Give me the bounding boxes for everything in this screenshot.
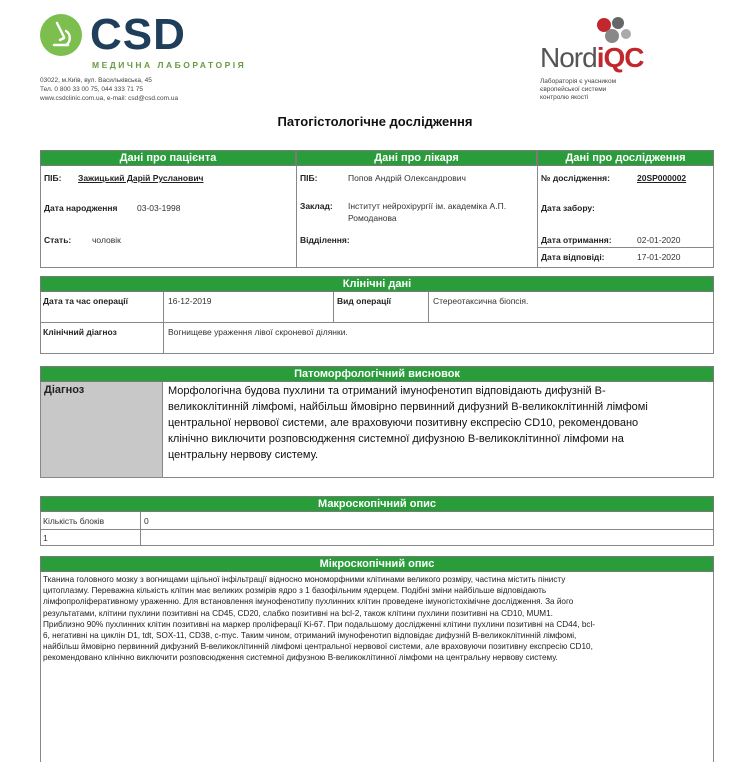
- received-date-label: Дата отримання:: [541, 235, 612, 245]
- divider: [537, 247, 714, 248]
- response-date: 17-01-2020: [637, 252, 681, 262]
- divider: [162, 382, 163, 478]
- divider: [163, 292, 164, 354]
- web-line: www.csdclinic.com.ua, e-mail: csd@csd.com.ua: [40, 95, 179, 102]
- diagnosis-label-cell: [41, 382, 162, 477]
- doctor-name: Попов Андрій Олександрович: [348, 173, 466, 183]
- lab-subtitle: МЕДИЧНА ЛАБОРАТОРІЯ: [92, 60, 247, 70]
- clinical-diagnosis: Вогнищеве ураження лівої скроневої ділянки.: [168, 327, 348, 337]
- divider: [40, 529, 714, 530]
- sex-label: Стать:: [44, 235, 72, 245]
- divider: [40, 322, 714, 323]
- clinical-header: Клінічні дані: [40, 276, 714, 292]
- divider: [333, 292, 334, 322]
- conclusion-header: Патоморфологічний висновок: [40, 366, 714, 382]
- op-type-label: Вид операції: [337, 296, 392, 306]
- patient-header: Дані про пацієнта: [40, 150, 296, 166]
- diagnosis-label: Діагноз: [44, 384, 85, 396]
- blocks-count: 0: [144, 516, 149, 526]
- sex-value: чоловік: [92, 235, 121, 245]
- patient-name: Зажицький Дарій Русланович: [78, 173, 204, 183]
- clinical-diagnosis-label: Клінічний діагноз: [43, 327, 117, 337]
- received-date: 02-01-2020: [637, 235, 681, 245]
- divider: [296, 166, 297, 268]
- nordiqc-logo-text: NordiQC: [540, 42, 644, 73]
- divider: [537, 166, 538, 268]
- institution-value-2: Ромоданова: [348, 213, 397, 223]
- nordiqc-caption: Лабораторія є учасником європейської системи контролю якості: [540, 78, 617, 101]
- study-header: Дані про дослідження: [537, 150, 714, 166]
- micro-header: Мікроскопічний опис: [40, 556, 714, 572]
- response-date-label: Дата відповіді:: [541, 252, 605, 262]
- csd-logo-text: CSD: [90, 10, 186, 59]
- op-type: Стереотаксична біопсія.: [433, 296, 529, 306]
- blocks-count-label: Кількість блоків: [43, 516, 105, 526]
- department-label: Відділення:: [300, 235, 350, 245]
- divider: [428, 292, 429, 322]
- macro-row-index: 1: [43, 533, 48, 543]
- microscope-icon: [40, 14, 82, 56]
- address-line: 03022, м.Київ, вул. Васильківська, 45: [40, 77, 152, 84]
- patient-name-label: ПІБ:: [44, 173, 62, 183]
- phone-line: Тел. 0 800 33 00 75, 044 333 71 75: [40, 86, 143, 93]
- op-date: 16-12-2019: [168, 296, 212, 306]
- doctor-header: Дані про лікаря: [296, 150, 537, 166]
- csd-logo-mark: [40, 14, 82, 56]
- study-number-label: № дослідження:: [541, 173, 610, 183]
- dob-value: 03-03-1998: [137, 203, 181, 213]
- institution-label: Заклад:: [300, 201, 333, 211]
- study-number: 20SP000002: [637, 173, 687, 183]
- dob-label: Дата народження: [44, 203, 118, 213]
- collection-date-label: Дата забору:: [541, 203, 595, 213]
- diagnosis-text: Морфологічна будова пухлини та отриманий імунофенотип відповідають дифузній В- великоклітинній лімфомі, найбільш ймовірно первинний дифузний В-великоклітинній лімфомі центральної нервової системи, але враховуючи позитивну експресію CD10, рекомендовано клінічно виключити розповсюдження системної дифузною В-великоклітинної лімфоми на центральну нервову систему.: [168, 385, 648, 461]
- op-date-label: Дата та час операції: [43, 296, 128, 306]
- doctor-name-label: ПІБ:: [300, 173, 318, 183]
- institution-value: Інститут нейрохірургії ім. академіка А.П.: [348, 201, 507, 211]
- document-title: Патогістологічне дослідження: [277, 114, 473, 129]
- micro-text: Тканина головного мозку з вогнищами щільної інфільтрації відносно мономорфними клітинами великого розміру, частина містить пінисту цитоплазму. Переважна кількість клітин має великих розмірів ядро з 1 базофільним ядерцем. Подібні зміни найбільше відповідають лімфопроліферативному ураженню. Для встановлення імунофенотипу пухлинних клітин проведене імуногістохімічне дослідження. За його результатами, клітини пухлини позитивні на CD45, CD20, слабко позитивні на bcl-2, також клітини пухлини позитивні на CD10, MUM1. Приблизно 90% пухлинних клітин позитивні на маркер проліферації Ki-67. При подальшому дослідженні клітини пухлини позитивні на CD44, bcl- 6, негативні на циклін D1, tdt, SOX-11, CD38, c-myc. Таким чином, отриманий імунофенотип відповідає дифузній В-великоклітинній лімфомі, найбільш ймовірно первинний дифузний В-великоклітинній лімфомі центральної нервової системи, але враховуючи позитивну експресію CD10, рекомендовано клінічно виключити розповсюдження системної дифузною В-великоклітинної лімфоми на центральну нервову систему.: [43, 575, 596, 663]
- macro-header: Макроскопічний опис: [40, 496, 714, 512]
